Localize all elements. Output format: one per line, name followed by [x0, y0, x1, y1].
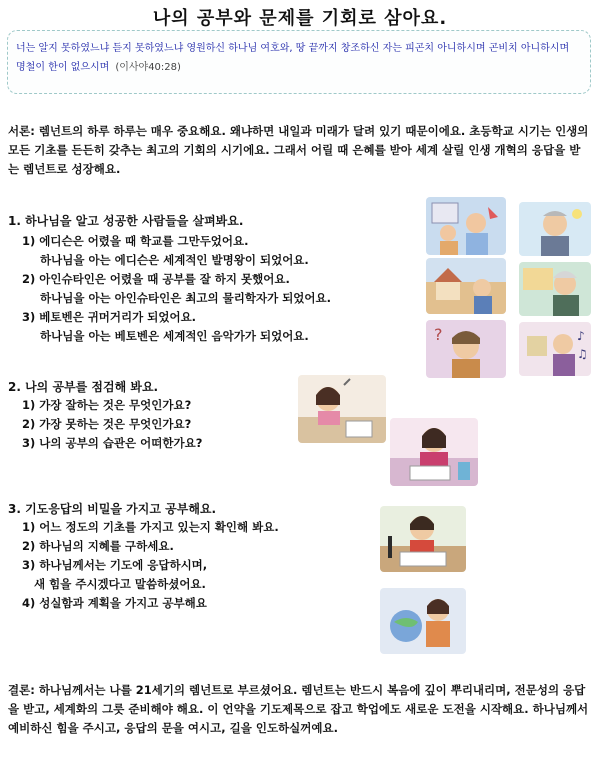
section2-item: 2) 가장 못하는 것은 무엇인가요? [22, 417, 192, 431]
verse-reference: (이사야40:28) [115, 62, 181, 73]
section3-item: 2) 하나님의 지혜를 구하세요. [22, 539, 174, 553]
svg-text:?: ? [434, 325, 443, 344]
section2-item: 3) 나의 공부의 습관은 어떠한가요? [22, 436, 203, 450]
svg-text:♫: ♫ [577, 347, 588, 361]
boy-praying-illustration [380, 506, 466, 572]
edison-school-illustration [426, 197, 506, 255]
einstein-portrait-illustration [519, 262, 591, 316]
conclusion-paragraph: 결론: 하나님께서는 나를 21세기의 렘넌트로 부르셨어요. 렘넌트는 반드시 복음에 깊이 뿌리내리며, 전문성의 응답을 받고, 세계화의 그릇 준비해야 해요. 이 언약을 기도제목으로 잡고 학업에도 새로운 도전을 시작해요. 하나님께서 예비하신 힘을 주시고, 응답의 문을 여시고, 길을 인도하실꺼예요. [8, 683, 589, 735]
edison-portrait-illustration [519, 202, 591, 256]
section2-item: 1) 가장 잘하는 것은 무엇인가요? [22, 398, 192, 412]
bible-verse [16, 39, 582, 77]
section1-heading: 1. 하나님을 알고 성공한 사람들을 살펴봐요. [8, 214, 244, 228]
section1-item: 2) 아인슈타인은 어렸을 때 공부를 잘 하지 못했어요. [22, 272, 290, 286]
section2-heading: 2. 나의 공부를 점검해 봐요. [8, 380, 159, 394]
page-title: 나의 공부와 문제를 기회로 삼아요. [152, 8, 448, 29]
beethoven-deaf-illustration [426, 320, 506, 378]
beethoven-music-illustration [519, 322, 591, 376]
section1-item: 3) 베토벤은 귀머거리가 되었어요. [22, 310, 197, 324]
bible-verse-box [7, 30, 591, 94]
section1-item: 하나님을 아는 베토벤은 세계적인 음악가가 되었어요. [40, 329, 309, 343]
section3-item: 4) 성실함과 계획을 가지고 공부해요 [22, 596, 207, 610]
intro-paragraph: 서론: 렘넌트의 하루 하루는 매우 중요해요. 왜냐하면 내일과 미래가 달려 있기 때문이에요. 초등학교 시기는 인생의 모든 기초를 든든히 갖추는 최고의 기회의 시기에요. 그래서 어릴 때 은혜를 받아 세계 살릴 인생 개혁의 응답을 받는 렘넌트로 성장해요. [8, 124, 589, 176]
girl-studying-illustration [298, 375, 386, 443]
section3-item: 새 힘을 주시겠다고 말씀하셨어요. [34, 577, 206, 591]
section1-item: 하나님을 아는 에디슨은 세계적인 발명왕이 되었어요. [40, 253, 309, 267]
einstein-study-illustration [426, 258, 506, 314]
section3-item: 3) 하나님께서는 기도에 응답하시며, [22, 558, 208, 572]
verse-text: 너는 알지 못하였느냐 듣지 못하였느냐 영원하신 하나님 여호와, 땅 끝까지 창조하신 자는 피곤치 아니하시며 곤비치 아니하시며 명철이 한이 없으시며 [16, 43, 570, 73]
girl-writing-illustration [390, 418, 478, 486]
section1-item: 하나님을 아는 아인슈타인은 최고의 물리학자가 되었어요. [40, 291, 332, 305]
section3-heading: 3. 기도응답의 비밀을 가지고 공부해요. [8, 502, 217, 516]
section1-item: 1) 에디슨은 어렸을 때 학교를 그만두었어요. [22, 234, 249, 248]
section3-item: 1) 어느 정도의 기초를 가지고 있는지 확인해 봐요. [22, 520, 279, 534]
svg-text:♪: ♪ [577, 329, 585, 343]
girl-with-globe-illustration [380, 588, 466, 654]
